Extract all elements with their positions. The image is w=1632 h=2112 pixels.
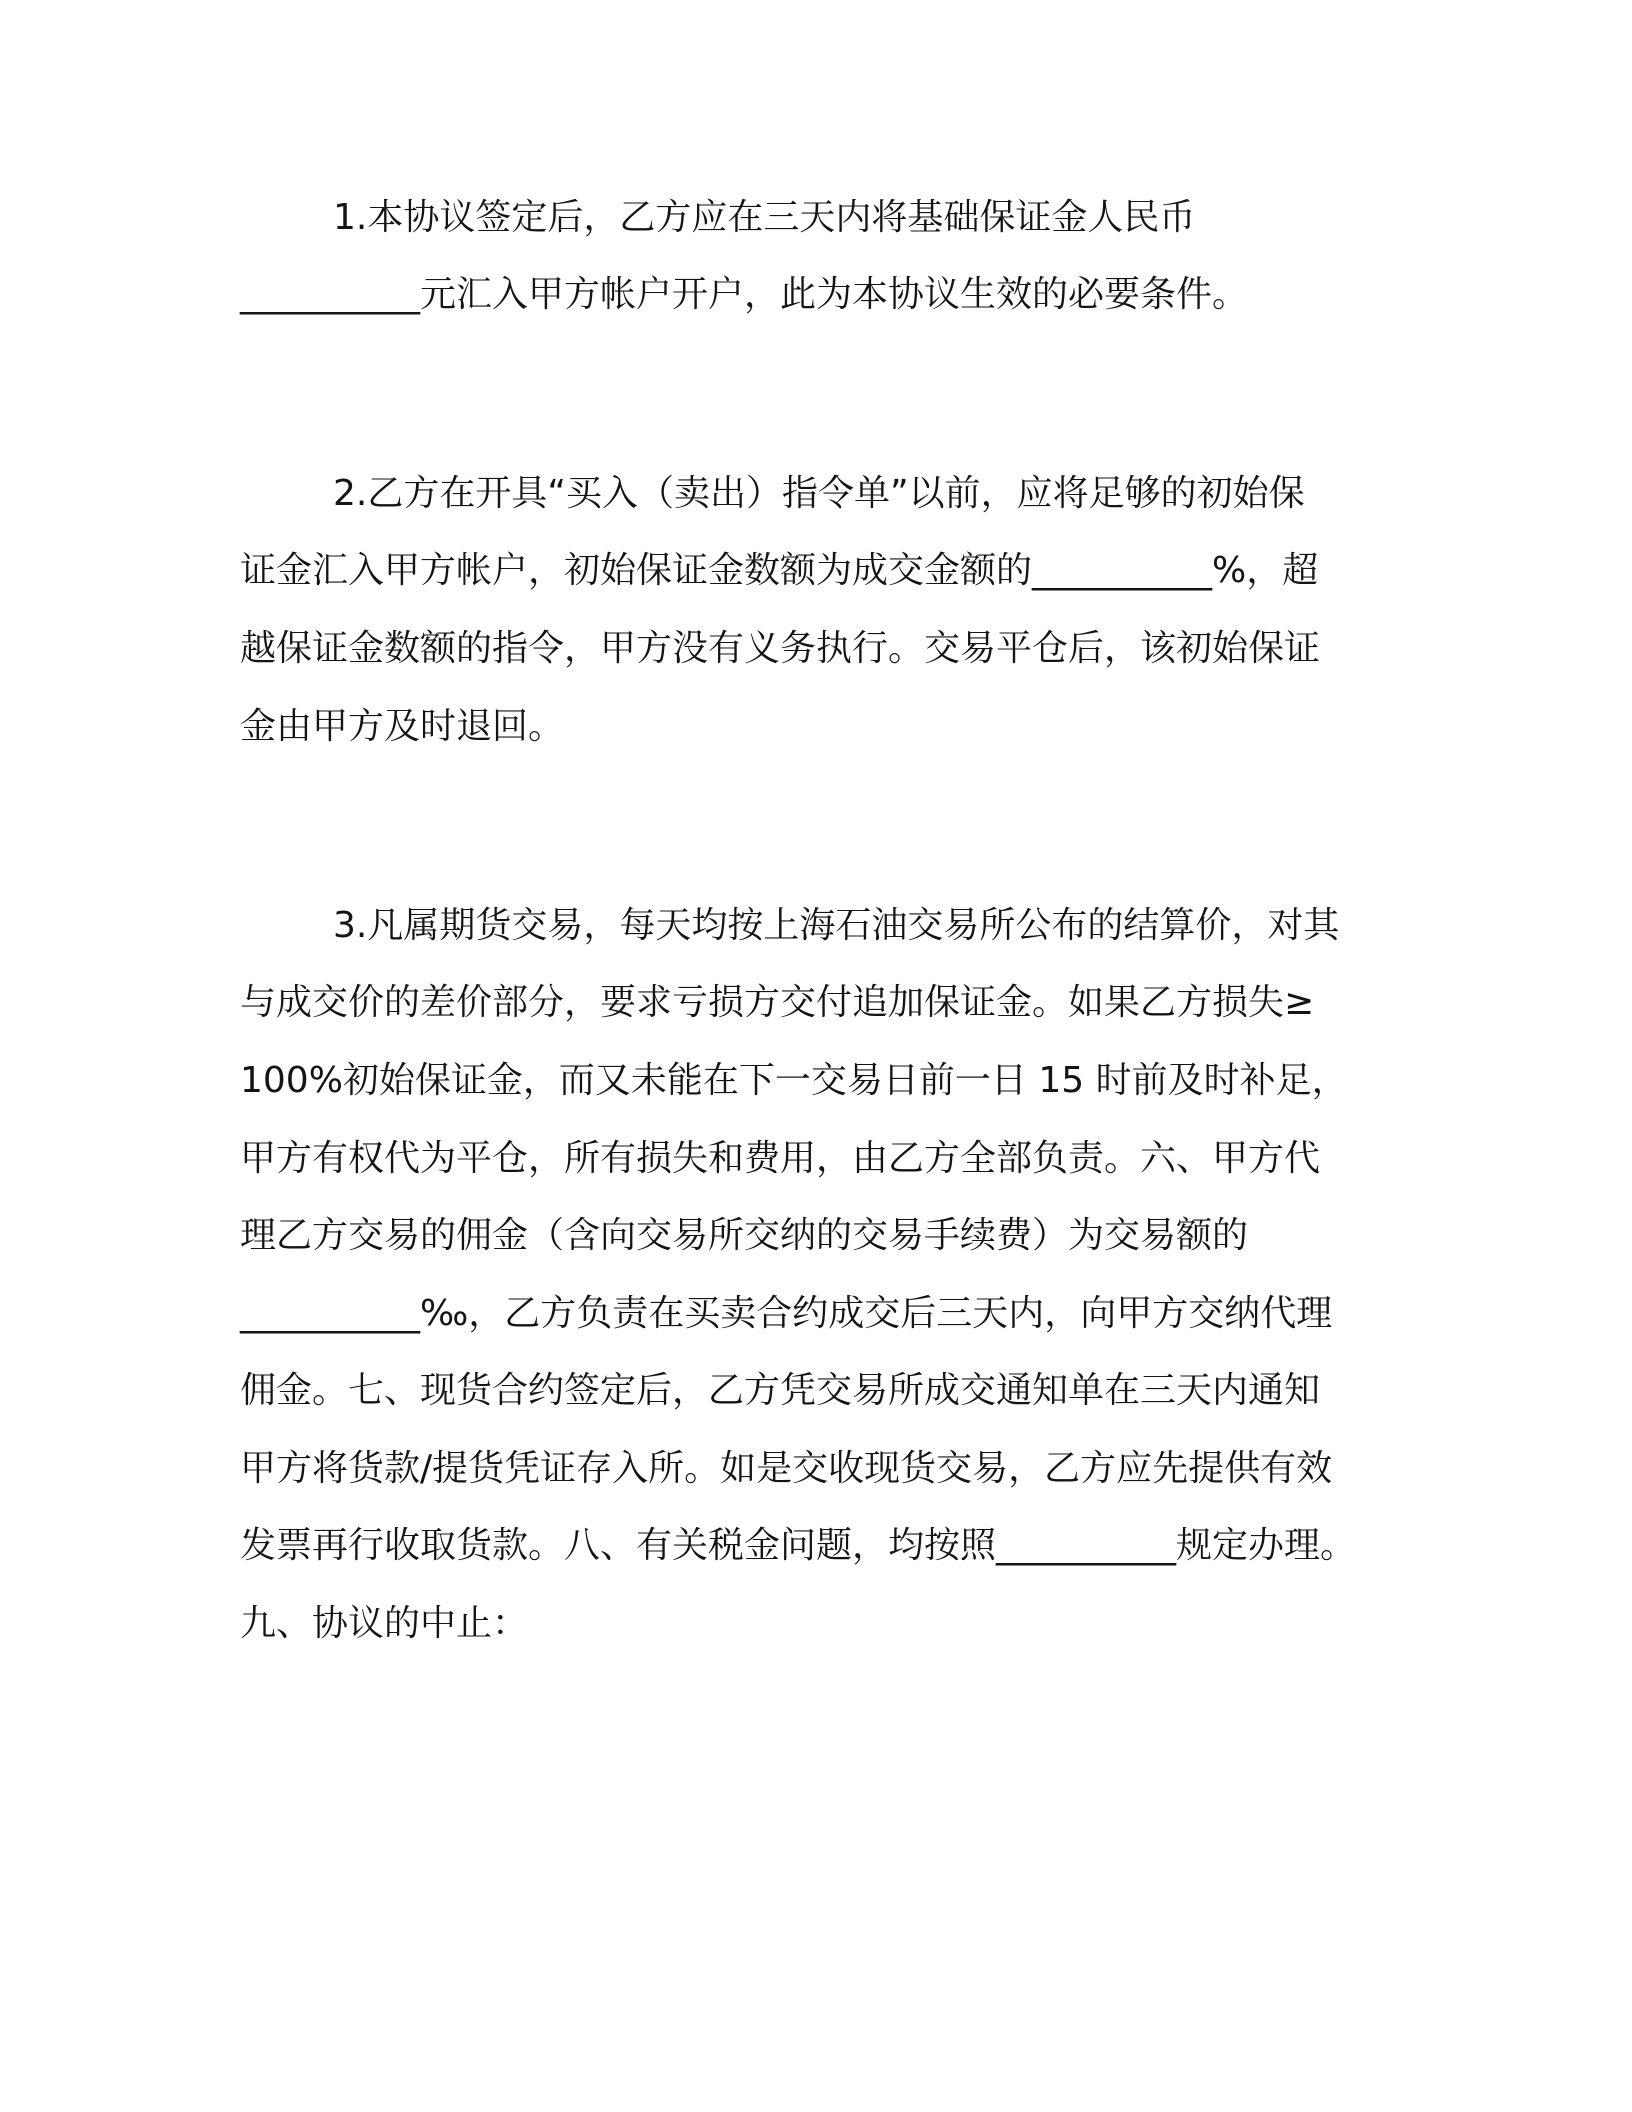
paragraph-2-line-3: 越保证金数额的指令，甲方没有义务执行。交易平仓后，该初始保证 [240,628,1321,669]
paragraph-2-line-2: 证金汇入甲方帐户，初始保证金数额为成交金额的__________%，超 [240,550,1319,591]
paragraph-3-line-3: 100%初始保证金，而又未能在下一交易日前一日 15 时前及时补足， [240,1060,1348,1101]
paragraph-3-line-1: 3.凡属期货交易，每天均按上海石油交易所公布的结算价，对其 [333,905,1340,946]
paragraph-3-line-8: 甲方将货款/提货凭证存入所。如是交收现货交易，乙方应先提供有效 [240,1448,1333,1489]
paragraph-2-line-4: 金由甲方及时退回。 [240,706,565,747]
paragraph-3-line-9: 发票再行收取货款。八、有关税金问题，均按照__________规定办理。 [240,1525,1357,1566]
paragraph-2-line-1: 2.乙方在开具“买入（卖出）指令单”以前，应将足够的初始保 [333,473,1305,514]
paragraph-3-line-5: 理乙方交易的佣金（含向交易所交纳的交易手续费）为交易额的 [240,1215,1249,1256]
paragraph-1-line-1: 1.本协议签定后，乙方应在三天内将基础保证金人民币 [333,197,1196,238]
paragraph-3-line-10: 九、协议的中止： [240,1603,529,1644]
paragraph-3-line-2: 与成交价的差价部分，要求亏损方交付追加保证金。如果乙方损失≥ [240,982,1315,1023]
paragraph-3-line-6: __________‰，乙方负责在买卖合约成交后三天内，向甲方交纳代理 [240,1293,1333,1334]
paragraph-3-line-7: 佣金。七、现货合约签定后，乙方凭交易所成交通知单在三天内通知 [240,1370,1321,1411]
paragraph-3-line-4: 甲方有权代为平仓，所有损失和费用，由乙方全部负责。六、甲方代 [240,1138,1321,1179]
paragraph-1-line-2: __________元汇入甲方帐户开户，此为本协议生效的必要条件。 [240,274,1249,315]
